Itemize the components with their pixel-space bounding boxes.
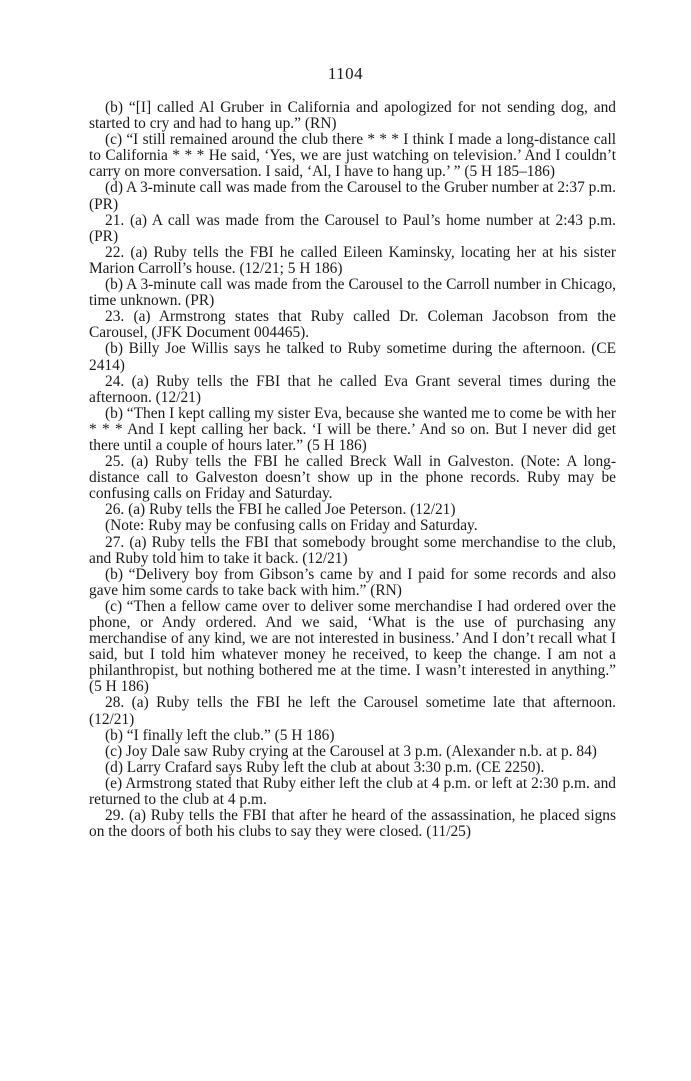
paragraph: 25. (a) Ruby tells the FBI he called Breck Wall in Galveston. (Note: A long-distance call to Galveston doesn’t show up in the phone records. Ruby may be confusing calls on Friday and Saturday. (89, 453, 616, 503)
paragraph: (c) “I still remained around the club there * * * I think I made a long-distance call to California * * * He said, ‘Yes, we are just watching on television.’ And I couldn’t carry on more conversation. I said, ‘Al, I have to hang up.’ ” (5 H 185–186) (89, 131, 616, 181)
paragraph: (b) “Delivery boy from Gibson’s came by and I paid for some records and also gave him some cards to take back with him.” (RN) (89, 565, 616, 599)
paragraph: 28. (a) Ruby tells the FBI he left the Carousel sometime late that afternoon. (12/21) (89, 694, 616, 728)
paragraph: (e) Armstrong stated that Ruby either left the club at 4 p.m. or left at 2:30 p.m. and returned to the club at 4 p.m. (89, 774, 616, 809)
paragraph: 29. (a) Ruby tells the FBI that after he heard of the assassination, he placed signs on the doors of both his clubs to say they were closed. (11/25) (89, 807, 616, 841)
paragraph: (b) Billy Joe Willis says he talked to Ruby sometime during the afternoon. (CE 2414) (89, 340, 616, 374)
body-text (89, 100, 616, 840)
paragraph: 21. (a) A call was made from the Carousel to Paul’s home number at 2:43 p.m. (PR) (89, 211, 616, 245)
paragraph: (c) Joy Dale saw Ruby crying at the Carousel at 3 p.m. (Alexander n.b. at p. 84) (105, 742, 597, 760)
page-number: 1104 (327, 64, 364, 83)
paragraph: (Note: Ruby may be confusing calls on Friday and Saturday. (105, 517, 478, 535)
paragraph: (b) A 3-minute call was made from the Carousel to the Carroll number in Chicago, time unknown. (PR) (89, 276, 616, 310)
paragraph: 24. (a) Ruby tells the FBI that he called Eva Grant several times during the afternoon. (12/21) (89, 372, 616, 406)
paragraph: 27. (a) Ruby tells the FBI that somebody brought some merchandise to the club, and Ruby told him to take it back. (12/21) (89, 533, 616, 567)
paragraph: (d) Larry Crafard says Ruby left the club at about 3:30 p.m. (CE 2250). (105, 758, 545, 776)
paragraph: 26. (a) Ruby tells the FBI he called Joe Peterson. (12/21) (105, 501, 456, 519)
paragraph: 23. (a) Armstrong states that Ruby called Dr. Coleman Jacobson from the Carousel, (JFK Document 004465). (89, 308, 616, 342)
paragraph: (d) A 3-minute call was made from the Carousel to the Gruber number at 2:37 p.m. (PR) (89, 179, 616, 213)
paragraph: (b) “I finally left the club.” (5 H 186) (105, 726, 335, 744)
paragraph: (c) “Then a fellow came over to deliver some merchandise I had ordered over the phone, or Andy ordered. And we said, ‘What is the use of purchasing any merchandise of any kind, we are not interested in business.’ And I don’t recall what I said, but I told him whatever money he received, to keep the change. I am not a philanthropist, but nothing bothered me at the time. I wasn’t interested in anything.” (5 H 186) (89, 597, 616, 696)
paragraph: (b) “Then I kept calling my sister Eva, because she wanted me to come be with her * * * And I kept calling her back. ‘I will be there.’ And so on. But I never did get there until a couple of hours later.” (5 H 186) (89, 404, 616, 454)
paragraph: (b) “[I] called Al Gruber in California and apologized for not sending dog, and started to cry and had to hang up.” (RN) (89, 99, 616, 133)
paragraph: 22. (a) Ruby tells the FBI he called Eileen Kaminsky, locating her at his sister Marion Carroll’s house. (12/21; 5 H 186) (89, 243, 616, 277)
